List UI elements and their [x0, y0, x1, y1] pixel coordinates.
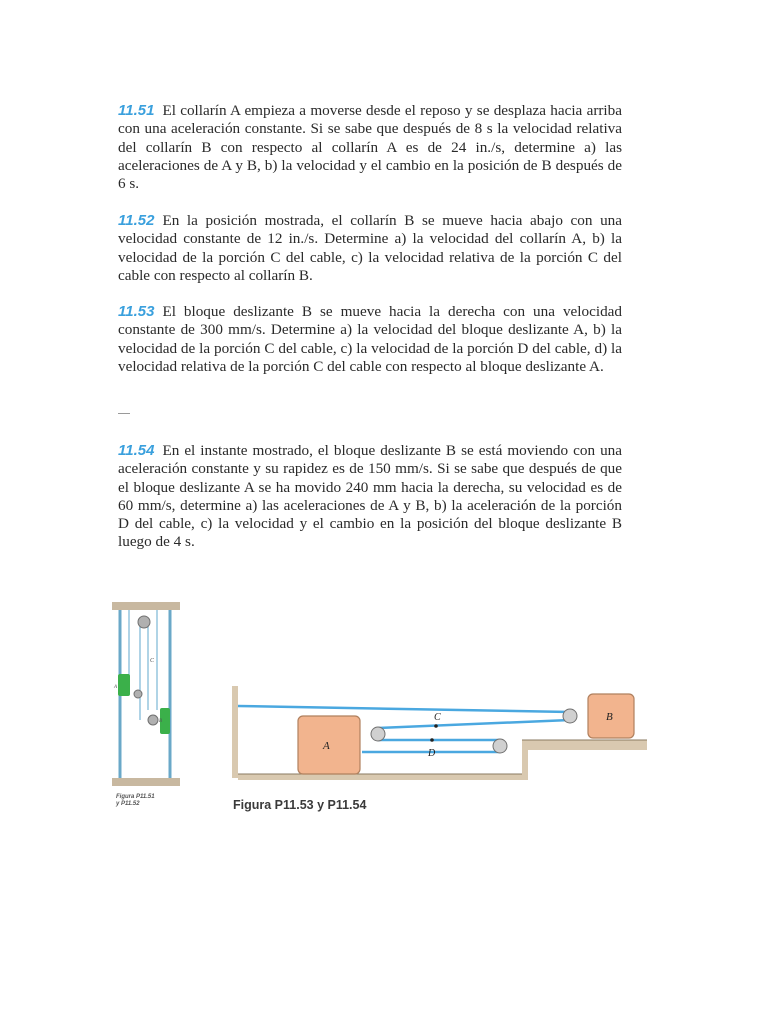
pulley-top	[138, 616, 150, 628]
pulley-on-a	[371, 727, 385, 741]
point-d	[430, 738, 434, 742]
figure-collars-diagram	[112, 600, 180, 815]
problem-text: En la posición mostrada, el collarín B se mueve hacia abajo con una velocidad constante de 12 in./s. Determine a) la velocidad del collarín A, b) la velocidad de la porción C del cable, c) la velocidad relativa de la porción C del cable con respecto al collarín B.	[118, 212, 622, 284]
figure-sliding-blocks-diagram	[232, 682, 650, 782]
floor-support	[112, 778, 180, 786]
cable-c	[378, 720, 570, 728]
cable-top	[238, 706, 570, 712]
problem-11-53	[118, 303, 622, 376]
problem-number: 11.54	[118, 442, 155, 459]
collar-a	[118, 674, 130, 696]
left-wall	[232, 686, 238, 778]
pulley-mid	[134, 690, 142, 698]
label-d: D	[428, 748, 436, 759]
problem-number: 11.51	[118, 102, 155, 119]
label-c: C	[434, 712, 441, 723]
separator-rule	[118, 413, 130, 414]
pulley-fixed	[493, 739, 507, 753]
problem-text: En el instante mostrado, el bloque deslizante B se está moviendo con una aceleración constante y su rapidez es de 150 mm/s. Si se sabe que después de que el bloque deslizante A se ha movido 240 mm hacia la derecha, su velocidad es de 60 mm/s, determine a) las aceleraciones de A y B, b) la aceleración de la porción D del cable, c) la velocidad y el cambio en la posición del bloque deslizante B luego de 4 s.	[118, 442, 622, 551]
pulley-on-b	[563, 709, 577, 723]
label-b: B	[606, 711, 613, 723]
problem-11-54	[118, 442, 622, 552]
pulley-low	[148, 715, 158, 725]
point-c	[434, 724, 438, 728]
problem-11-52	[118, 212, 622, 285]
problem-number: 11.52	[118, 212, 155, 229]
caption-left-line2: y P11.52	[116, 801, 140, 807]
label-a: A	[114, 685, 118, 690]
problem-number: 11.53	[118, 303, 155, 320]
ceiling-support	[112, 602, 180, 610]
caption-left	[116, 794, 155, 808]
label-a: A	[323, 740, 330, 752]
problem-text: El collarín A empieza a moverse desde el reposo y se desplaza hacia arriba con una aceleración constante. Si se sabe que después de 8 s la velocidad relativa del collarín B con respecto al collarín A es de 24 in./s, determine a) las aceleraciones de A y B, b) la velocidad y el cambio en la posición de B después de 6 s.	[118, 102, 622, 193]
label-b: B	[159, 719, 163, 724]
caption-right: Figura P11.53 y P11.54	[233, 798, 367, 812]
problem-11-51	[118, 102, 622, 193]
label-c: C	[150, 658, 155, 664]
problem-text: El bloque deslizante B se mueve hacia la derecha con una velocidad constante de 300 mm/s. Determine a) la velocidad del bloque deslizante A, b) la velocidad de la porción C del cable, c) la velocidad de la porción D del cable, d) la velocidad relativa de la porción C del cable con respecto al bloque deslizante A.	[118, 303, 622, 375]
caption-left-line1: Figura P11.51	[116, 794, 155, 800]
